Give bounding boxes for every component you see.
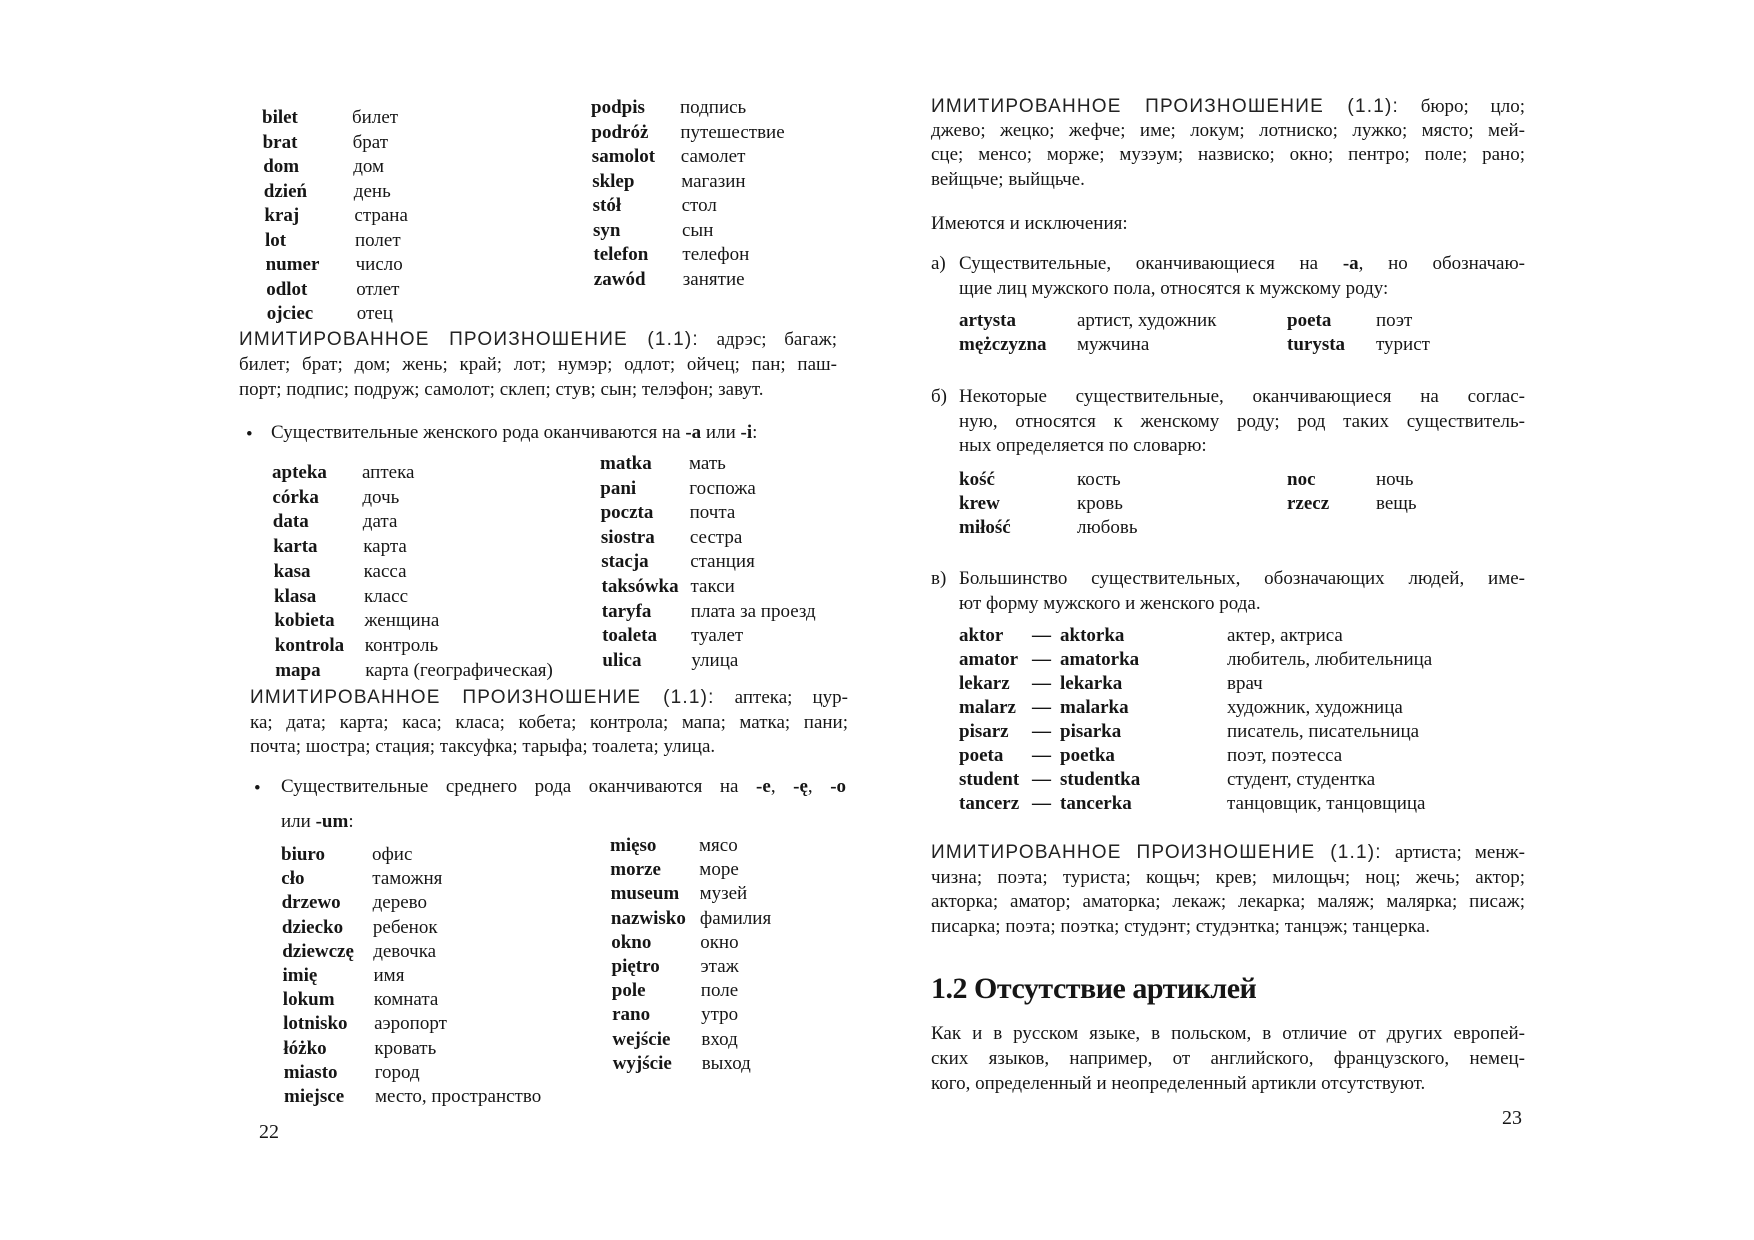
vocab-word: siostra	[600, 526, 655, 548]
subsection-text	[959, 411, 1525, 433]
vocab-translation: аптека	[362, 462, 415, 483]
vocab-translation: кровать	[374, 1037, 437, 1059]
vocab-word: poeta	[1287, 310, 1332, 331]
vocab-word: pole	[611, 980, 646, 1002]
vocab-translation: выход	[701, 1052, 751, 1074]
vocab-translation: страна	[354, 205, 408, 226]
vocab-word: wejście	[612, 1028, 671, 1050]
bullet-text	[271, 422, 757, 444]
vocab-translation: кость	[1077, 469, 1121, 490]
vocab-translation: вход	[701, 1028, 738, 1050]
vocab-translation: писатель, писательница	[1227, 721, 1420, 742]
text-segment: Существительные женского рода оканчиваются на	[271, 422, 686, 443]
vocab-translation: мать	[689, 453, 726, 474]
bullet-icon: •	[246, 424, 253, 445]
vocab-word-masculine: poeta	[959, 745, 1004, 766]
vocab-translation: девочка	[373, 940, 437, 962]
subsection-text	[959, 435, 1525, 457]
pronunciation-label: ИМИТИРОВАННОЕ ПРОИЗНОШЕНИЕ (1.1):	[931, 842, 1382, 863]
vocab-word: mężczyzna	[959, 334, 1047, 355]
vocab-translation: занятие	[682, 268, 745, 290]
dash: —	[1032, 697, 1051, 718]
pronunciation-text: артиста; менж-	[1381, 842, 1525, 863]
text-segment: ных определяется по словарю:	[959, 435, 1207, 456]
pronunciation-line: вейщьче; выйщьче.	[931, 168, 1085, 190]
vocab-translation: телефон	[682, 244, 750, 265]
vocab-word: bilet	[262, 107, 298, 128]
vocab-word-feminine: malarka	[1060, 697, 1129, 718]
subsection-text	[959, 386, 1525, 408]
text-segment: Существительные, оканчивающиеся на	[959, 253, 1343, 274]
pronunciation-line: порт; подпис; подруж; самолот; склеп; стув; сын; телэфон; завут.	[239, 379, 764, 400]
vocab-word: taksówka	[601, 576, 679, 597]
vocab-word: poczta	[600, 502, 654, 524]
pronunciation-line	[931, 96, 1525, 118]
vocab-word: data	[272, 511, 309, 533]
pronunciation-line: писарка; поэта; поэтка; студэнт; студэнтка; танцэж; танцерка.	[931, 915, 1430, 937]
pronunciation-text: бюро; цло;	[1398, 96, 1525, 117]
text-segment: Существительные среднего рода оканчиваются на	[281, 776, 757, 797]
vocab-word: kość	[959, 469, 995, 490]
vocab-word: matka	[600, 453, 652, 474]
text-segment: Некоторые существительные, оканчивающиеся на соглас-	[959, 386, 1525, 407]
vocab-translation: подпись	[680, 97, 747, 118]
dash: —	[1032, 769, 1051, 790]
vocab-word: rzecz	[1287, 493, 1330, 514]
dash: —	[1032, 625, 1051, 646]
ending-bold: -ę	[793, 776, 808, 797]
vocab-translation: имя	[373, 965, 405, 986]
vocab-translation: окно	[700, 931, 739, 953]
bullet-text	[281, 811, 354, 833]
vocab-translation: турист	[1376, 334, 1430, 355]
vocab-translation: комната	[373, 989, 439, 1011]
pronunciation-label: ИМИТИРОВАННОЕ ПРОИЗНОШЕНИЕ (1.1):	[250, 687, 715, 708]
vocab-word: kraj	[264, 205, 300, 226]
vocab-word: miejsce	[284, 1086, 345, 1107]
text-segment: щие лиц мужского пола, относятся к мужскому роду:	[959, 277, 1389, 299]
vocab-word: brat	[262, 131, 298, 153]
text-segment: ,	[770, 776, 794, 797]
dash: —	[1032, 793, 1051, 814]
vocab-word: dom	[263, 156, 300, 177]
vocab-word: piętro	[611, 956, 660, 977]
vocab-word: stół	[592, 195, 622, 216]
vocab-translation: танцовщик, танцовщица	[1227, 793, 1426, 814]
vocab-word: cło	[281, 868, 305, 890]
subsection-text	[959, 253, 1525, 275]
pronunciation-line	[250, 687, 848, 709]
vocab-word-feminine: studentka	[1060, 769, 1141, 790]
vocab-word-masculine: tancerz	[959, 793, 1020, 814]
vocab-translation: студент, студентка	[1227, 769, 1376, 790]
vocab-word: mięso	[610, 835, 657, 856]
vocab-translation: фамилия	[699, 907, 772, 929]
vocab-word: numer	[265, 254, 320, 275]
vocab-word: podpis	[591, 97, 645, 118]
vocab-word: lot	[265, 229, 287, 251]
vocab-word-masculine: amator	[959, 649, 1019, 670]
bullet-icon: •	[254, 778, 261, 799]
vocab-word: kasa	[273, 560, 311, 582]
vocab-word: samolot	[591, 146, 656, 167]
vocab-translation: отец	[356, 303, 393, 324]
pronunciation-line: джево; жецко; жефче; име; локум; лотниско; лужко; място; мей-	[931, 120, 1525, 142]
vocab-translation: утро	[701, 1004, 739, 1026]
vocab-translation: госпожа	[689, 477, 756, 499]
vocab-word: ulica	[602, 649, 642, 671]
pronunciation-line: акторка; аматор; аматорка; лекаж; лекарка; маляж; малярка; писаж;	[931, 891, 1525, 913]
pronunciation-line: сце; менсо; морже; музэум; назвиско; окно; пентро; поле; рано;	[931, 144, 1525, 166]
list-marker: а)	[931, 253, 946, 274]
vocab-translation: любитель, любительница	[1227, 649, 1433, 670]
vocab-word: okno	[611, 931, 652, 953]
pronunciation-line: ка; дата; карта; каса; класа; кобета; контрола; мапа; матка; пани;	[250, 711, 848, 733]
vocab-word: wyjście	[612, 1052, 672, 1074]
bullet-text	[281, 776, 846, 798]
vocab-translation: туалет	[691, 625, 744, 647]
vocab-translation: ребенок	[372, 916, 438, 938]
vocab-translation: день	[353, 180, 391, 202]
ending-bold: -um	[315, 811, 349, 832]
vocab-word: karta	[273, 536, 318, 558]
vocab-translation: контроль	[364, 634, 439, 656]
vocab-word-feminine: tancerka	[1060, 793, 1132, 814]
vocab-word: zawód	[593, 268, 646, 290]
vocab-translation: женщина	[364, 610, 440, 632]
vocab-translation: кровь	[1077, 493, 1123, 514]
vocab-translation: дата	[362, 511, 398, 533]
subsection-text	[959, 568, 1525, 590]
ending-bold: -o	[830, 776, 847, 797]
vocab-translation: актер, актриса	[1227, 625, 1343, 646]
vocab-translation: мужчина	[1077, 334, 1150, 355]
vocab-word-feminine: lekarka	[1060, 673, 1123, 694]
vocab-translation: аэропорт	[374, 1013, 447, 1035]
vocab-word: dziewczę	[282, 940, 354, 962]
vocab-translation: дочь	[362, 486, 400, 508]
vocab-word: toaleta	[602, 625, 657, 647]
vocab-translation: стол	[681, 195, 717, 216]
vocab-word: miłość	[959, 517, 1011, 538]
ending-bold: -a	[685, 422, 702, 443]
text-segment: ную, относятся к женскому роду; род таких существитель-	[959, 410, 1525, 432]
dash: —	[1032, 745, 1051, 766]
vocab-translation: карта	[363, 536, 407, 558]
body-text: ских языков, например, от английского, французского, немец-	[931, 1048, 1525, 1069]
page-number: 23	[1502, 1107, 1522, 1129]
list-marker: в)	[931, 568, 947, 589]
vocab-word: drzewo	[281, 892, 341, 914]
vocab-translation: любовь	[1077, 517, 1138, 538]
vocab-translation: отлет	[356, 278, 400, 300]
dash: —	[1032, 649, 1051, 670]
vocab-translation: этаж	[700, 956, 739, 977]
vocab-word: ojciec	[266, 303, 314, 324]
page-number: 22	[259, 1121, 279, 1143]
vocab-translation: путешествие	[680, 121, 785, 143]
vocab-word: kobieta	[274, 610, 335, 632]
vocab-translation: врач	[1227, 673, 1263, 694]
vocab-word: morze	[610, 859, 661, 881]
vocab-word: turysta	[1287, 334, 1346, 355]
ending-bold: -a	[1342, 253, 1359, 274]
vocab-translation: поэт	[1376, 310, 1413, 331]
vocab-translation: такси	[690, 576, 735, 597]
text-segment: :	[752, 422, 758, 443]
vocab-word-masculine: pisarz	[959, 721, 1009, 742]
vocab-translation: город	[374, 1061, 420, 1083]
vocab-translation: плата за проезд	[690, 600, 816, 622]
vocab-translation: станция	[690, 551, 755, 573]
vocab-word: lokum	[282, 989, 335, 1011]
vocab-word-masculine: student	[959, 769, 1020, 790]
vocab-translation: таможня	[372, 868, 443, 890]
vocab-word: rano	[612, 1004, 651, 1026]
vocab-translation: магазин	[681, 170, 746, 192]
vocab-translation: число	[355, 254, 403, 275]
vocab-word: apteka	[272, 462, 327, 483]
vocab-translation: карта (географическая)	[365, 659, 553, 681]
vocab-word-feminine: pisarka	[1060, 721, 1122, 742]
vocab-translation: офис	[372, 844, 413, 865]
text-segment: ,	[807, 776, 831, 797]
subsection-text	[959, 593, 1525, 615]
pronunciation-text: аптека; цур-	[714, 687, 848, 708]
section-heading: 1.2 Отсутствие артиклей	[931, 972, 1257, 1005]
subsection-text	[959, 278, 1525, 300]
vocab-translation: самолет	[680, 146, 746, 167]
pronunciation-line: билет; брат; дом; жень; край; лот; нумэр; одлот; ойчец; пан; паш-	[239, 354, 837, 375]
vocab-word: córka	[272, 486, 319, 508]
pronunciation-line: почта; шостра; стация; таксуфка; тарыфа; тоалета; улица.	[250, 736, 716, 757]
vocab-word: krew	[959, 493, 1000, 514]
vocab-word-masculine: aktor	[959, 625, 1004, 646]
vocab-word: artysta	[959, 310, 1016, 331]
vocab-word: dziecko	[281, 916, 344, 938]
pronunciation-text: адрэс; багаж;	[698, 329, 837, 350]
vocab-word: odlot	[266, 278, 308, 300]
vocab-word: biuro	[281, 844, 326, 865]
text-segment: Большинство существительных, обозначающих людей, име-	[959, 568, 1525, 589]
vocab-translation: дом	[353, 156, 385, 177]
vocab-word: łóżko	[283, 1037, 327, 1059]
vocab-translation: художник, художница	[1227, 697, 1403, 718]
vocab-word: mapa	[275, 659, 321, 681]
vocab-translation: музей	[699, 883, 748, 905]
vocab-translation: полет	[355, 229, 401, 251]
body-text: Как и в русском языке, в польском, в отличие от других европей-	[931, 1023, 1525, 1044]
vocab-word: podróż	[591, 121, 649, 143]
vocab-word: noc	[1287, 469, 1316, 490]
section-intro: Имеются и исключения:	[931, 213, 1128, 234]
vocab-word: telefon	[593, 244, 649, 265]
text-segment: :	[348, 811, 354, 832]
vocab-word-feminine: aktorka	[1060, 625, 1125, 646]
vocab-word: lotnisko	[283, 1013, 348, 1035]
pronunciation-label: ИМИТИРОВАННОЕ ПРОИЗНОШЕНИЕ (1.1):	[931, 96, 1399, 117]
vocab-translation: поле	[700, 980, 739, 1002]
vocab-word-feminine: amatorka	[1060, 649, 1140, 670]
vocab-translation: почта	[689, 502, 736, 524]
vocab-word-masculine: lekarz	[959, 673, 1010, 694]
vocab-word: pani	[600, 477, 637, 499]
vocab-word: sklep	[592, 170, 635, 192]
vocab-translation: улица	[691, 649, 739, 671]
ending-bold: -e	[756, 776, 771, 797]
vocab-translation: море	[699, 859, 739, 881]
vocab-word: kontrola	[274, 634, 345, 656]
vocab-word: syn	[593, 219, 621, 241]
vocab-word: klasa	[274, 585, 317, 607]
vocab-word-feminine: poetka	[1060, 745, 1115, 766]
vocab-word: nazwisko	[610, 907, 686, 929]
list-marker: б)	[931, 386, 947, 407]
pronunciation-line	[239, 329, 837, 351]
vocab-translation: сын	[682, 219, 714, 241]
text-segment: ют форму мужского и женского рода.	[959, 592, 1261, 614]
vocab-translation: касса	[363, 560, 407, 582]
text-segment: или	[281, 811, 316, 832]
pronunciation-label: ИМИТИРОВАННОЕ ПРОИЗНОШЕНИЕ (1.1):	[239, 329, 699, 350]
vocab-translation: ночь	[1376, 469, 1414, 490]
vocab-translation: класс	[364, 585, 409, 607]
vocab-translation: дерево	[372, 892, 427, 914]
vocab-word: museum	[610, 883, 680, 905]
vocab-word: stacja	[601, 551, 649, 573]
vocab-translation: вещь	[1376, 493, 1417, 514]
vocab-word: dzień	[263, 180, 308, 202]
vocab-translation: брат	[352, 131, 389, 153]
dash: —	[1032, 721, 1051, 742]
vocab-translation: поэт, поэтесса	[1227, 745, 1343, 766]
vocab-translation: место, пространство	[375, 1086, 542, 1107]
vocab-word: miasto	[283, 1061, 338, 1083]
ending-bold: -i	[740, 422, 753, 443]
pronunciation-line: чизна; поэта; туриста; кощьч; крев; милощьч; ноц; жечь; актор;	[931, 866, 1525, 888]
vocab-translation: сестра	[689, 526, 743, 548]
pronunciation-line	[931, 842, 1525, 864]
vocab-word: imię	[282, 965, 318, 986]
vocab-translation: мясо	[699, 835, 738, 856]
vocab-translation: артист, художник	[1077, 310, 1217, 331]
vocab-translation: билет	[352, 107, 399, 128]
text-segment: или	[701, 422, 741, 443]
vocab-word-masculine: malarz	[959, 697, 1016, 718]
text-segment: , но обозначаю-	[1358, 253, 1525, 274]
dash: —	[1032, 673, 1051, 694]
body-text: кого, определенный и неопределенный артикли отсутствуют.	[931, 1073, 1426, 1094]
vocab-word: taryfa	[601, 600, 652, 622]
